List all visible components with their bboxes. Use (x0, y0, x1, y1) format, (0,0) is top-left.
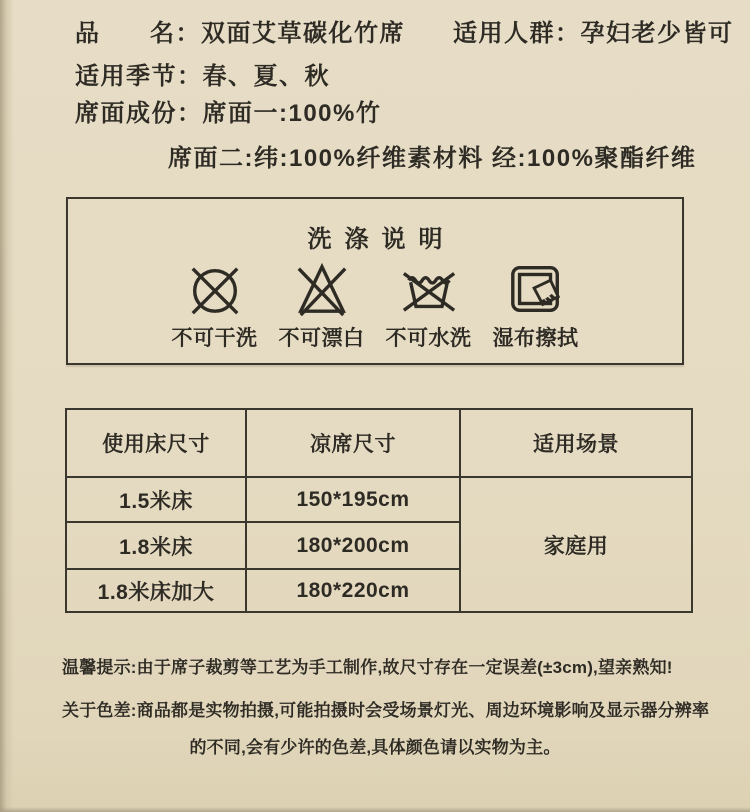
no-dry-clean-icon (186, 260, 244, 318)
mat-size-cell: 180*200cm (246, 522, 460, 569)
no-bleach-icon (293, 260, 351, 318)
size-table (65, 408, 693, 613)
washing-item-label: 不可水洗 (385, 327, 472, 350)
damp-cloth-wipe-icon (507, 260, 565, 318)
header-mat-size: 凉席尺寸 (246, 409, 460, 477)
no-machine-wash-icon (400, 260, 458, 318)
washing-item-no-dry-clean (171, 260, 259, 352)
bed-size-cell: 1.8米床加大 (66, 569, 246, 612)
bottom-edge-shading (0, 807, 750, 812)
product-name-label-first: 品 (75, 20, 101, 47)
color-difference-notice-line2: 的不同,会有少许的色差,具体颜色请以实物为主。 (189, 738, 561, 757)
washing-instructions-title: 洗涤说明 (307, 226, 456, 253)
mat-composition-line1: 席面成份：席面一:100%竹 (75, 100, 382, 127)
mat-size-cell: 150*195cm (246, 477, 460, 522)
color-difference-notice-line1: 关于色差:商品都是实物拍摄,可能拍摄时会受场景灯光、周边环境影响及显示器分辨率 (62, 701, 710, 720)
washing-item-no-bleach (278, 260, 366, 352)
washing-icons-row (68, 260, 682, 352)
applicable-seasons: 适用季节：春、夏、秋 (75, 63, 330, 90)
mat-size-cell: 180*220cm (246, 569, 460, 612)
washing-item-no-machine-wash (385, 260, 473, 352)
mat-composition-line2: 席面二:纬:100%纤维素材料 经:100%聚酯纤维 (168, 145, 697, 172)
applicable-people: 适用人群：孕妇老少皆可 (453, 20, 734, 47)
washing-item-label: 不可漂白 (278, 327, 365, 350)
washing-item-label: 不可干洗 (171, 327, 258, 350)
table-row (66, 477, 692, 522)
header-scene: 适用场景 (460, 409, 692, 477)
product-name-value: 名：双面艾草碳化竹席 (150, 20, 405, 47)
bed-size-cell: 1.5米床 (66, 477, 246, 522)
bed-size-cell: 1.8米床 (66, 522, 246, 569)
left-edge-shading (0, 0, 14, 812)
washing-instructions-box (66, 197, 684, 365)
size-tolerance-notice: 温馨提示:由于席子裁剪等工艺为手工制作,故尺寸存在一定误差(±3cm),望亲熟知! (62, 658, 673, 677)
washing-item-damp-cloth-wipe (492, 260, 580, 352)
size-table-header-row (66, 409, 692, 477)
scene-cell: 家庭用 (460, 477, 692, 612)
washing-item-label: 湿布擦拭 (492, 327, 579, 350)
header-bed-size: 使用床尺寸 (66, 409, 246, 477)
